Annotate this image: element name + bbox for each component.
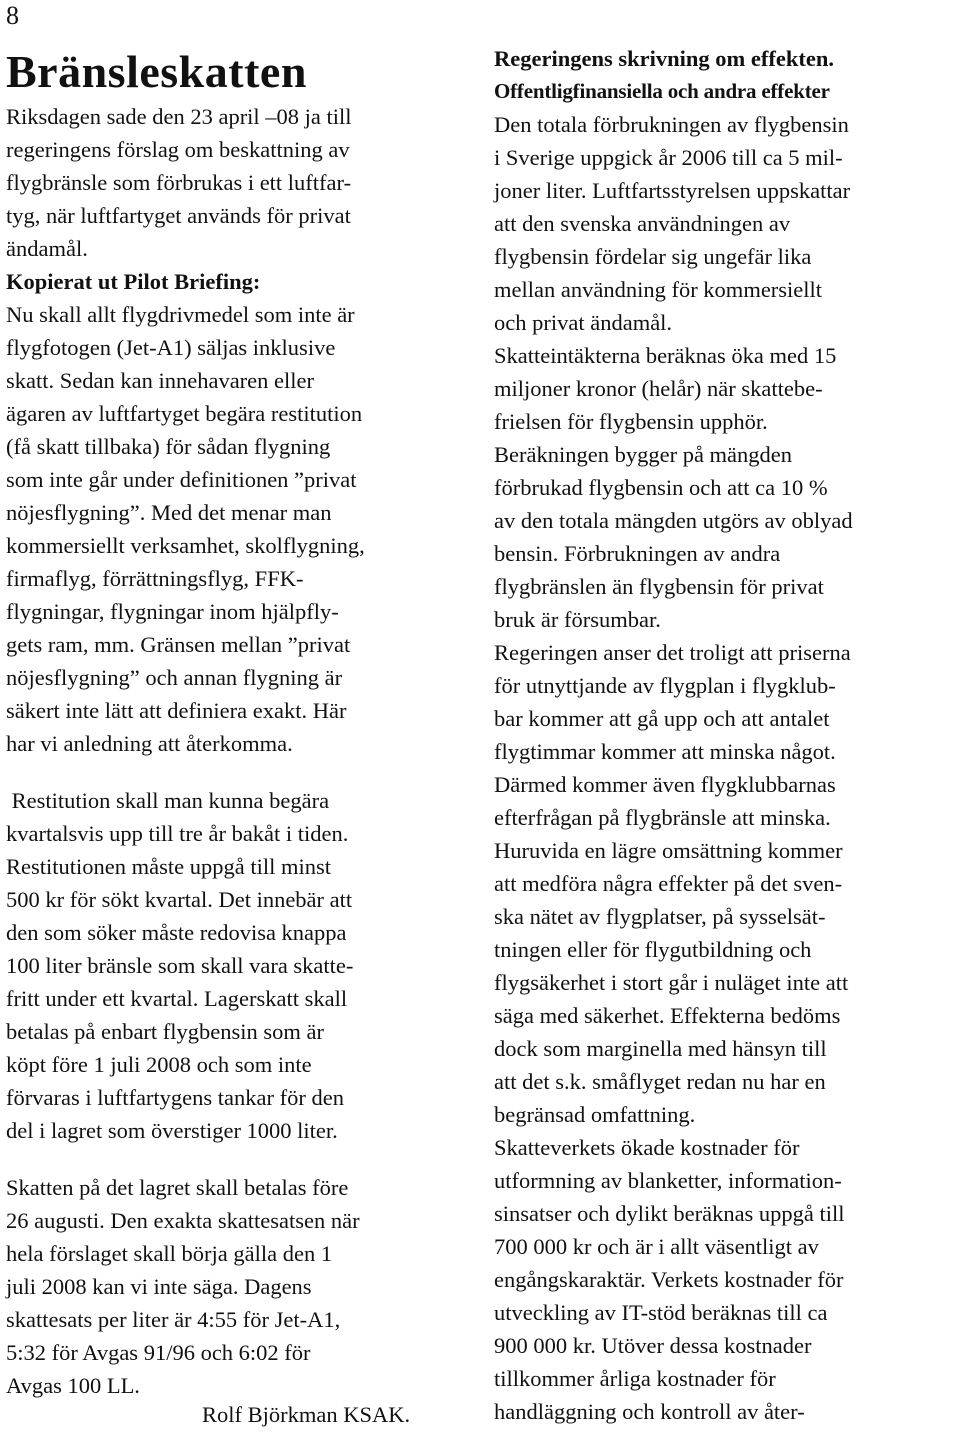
right-subheading: Offentligfinansiella och andra effekter xyxy=(494,79,830,103)
text-line: ska nätet av flygplatser, på sysselsät- xyxy=(494,904,826,929)
article-title: Bränsleskatten xyxy=(6,46,307,97)
text-line: säga med säkerhet. Effekterna bedöms xyxy=(494,1003,841,1028)
text-line: engångskaraktär. Verkets kostnader för xyxy=(494,1267,844,1292)
text-line: kvartalsvis upp till tre år bakåt i tiden. xyxy=(6,821,349,846)
text-line: betalas på enbart flygbensin som är xyxy=(6,1019,325,1044)
paragraph-gap xyxy=(6,1147,468,1171)
text-line: nöjesflygning”. Med det menar man xyxy=(6,500,332,525)
text-line: Därmed kommer även flygklubbarnas xyxy=(494,772,836,797)
text-line: skatt. Sedan kan innehavaren eller xyxy=(6,368,315,393)
text-line: handläggning och kontroll av åter- xyxy=(494,1399,805,1424)
text-line: nöjesflygning” och annan flygning är xyxy=(6,665,343,690)
page-number: 8 xyxy=(6,1,19,30)
text-line: flygfotogen (Jet-A1) säljas inklusive xyxy=(6,335,336,360)
text-line: 700 000 kr och är i allt väsentligt av xyxy=(494,1234,819,1259)
text-line: ändamål. xyxy=(6,236,88,261)
text-line: flygbränslen än flygbensin för privat xyxy=(494,574,824,599)
text-line: flygbensin fördelar sig ungefär lika xyxy=(494,244,812,269)
text-line: 500 kr för sökt kvartal. Det innebär att xyxy=(6,887,353,912)
text-line: förbrukad flygbensin och att ca 10 % xyxy=(494,475,828,500)
text-line: hela förslaget skall börja gälla den 1 xyxy=(6,1241,333,1266)
text-line: att den svenska användningen av xyxy=(494,211,791,236)
text-line: dock som marginella med hänsyn till xyxy=(494,1036,827,1061)
text-line: fritt under ett kvartal. Lagerskatt skall xyxy=(6,986,348,1011)
text-line: att medföra några effekter på det sven- xyxy=(494,871,843,896)
text-line: Den totala förbrukningen av flygbensin xyxy=(494,112,849,137)
paragraph-pilot-briefing xyxy=(6,265,468,760)
text-line: gets ram, mm. Gränsen mellan ”privat xyxy=(6,632,351,657)
section-heading-text: Kopierat ut Pilot Briefing: xyxy=(6,269,261,294)
text-line: flygsäkerhet i stort går i nuläget inte att xyxy=(494,970,849,995)
text-line: Riksdagen sade den 23 april –08 ja till xyxy=(6,104,352,129)
right-column xyxy=(494,42,956,1428)
paragraph-restitution xyxy=(6,784,468,1147)
text-line: som inte går under definitionen ”privat xyxy=(6,467,357,492)
text-line: Avgas 100 LL. xyxy=(6,1373,140,1398)
text-line: 5:32 för Avgas 91/96 och 6:02 för xyxy=(6,1340,311,1365)
text-line: flygbränsle som förbrukas i ett luftfar- xyxy=(6,170,352,195)
text-line: bensin. Förbrukningen av andra xyxy=(494,541,781,566)
section-heading xyxy=(6,265,468,298)
text-line: regeringens förslag om beskattning av xyxy=(6,137,350,162)
text-line: frielsen för flygbensin upphör. xyxy=(494,409,768,434)
text-line: sinsatser och dylikt beräknas uppgå till xyxy=(494,1201,845,1226)
text-line: utformning av blanketter, information- xyxy=(494,1168,842,1193)
text-line: Skatteintäkterna beräknas öka med 15 xyxy=(494,343,837,368)
paragraph-gap xyxy=(6,760,468,784)
text-line: bar kommer att gå upp och att antalet xyxy=(494,706,830,731)
text-line: Regeringen anser det troligt att priserna xyxy=(494,640,851,665)
text-line: bruk är försumbar. xyxy=(494,607,661,632)
text-line: Skatteverkets ökade kostnader för xyxy=(494,1135,800,1160)
text-line: att det s.k. småflyget redan nu har en xyxy=(494,1069,826,1094)
text-line: har vi anledning att återkomma. xyxy=(6,731,293,756)
text-line: 26 augusti. Den exakta skattesatsen när xyxy=(6,1208,360,1233)
text-line: Huruvida en lägre omsättning kommer xyxy=(494,838,843,863)
right-heading: Regeringens skrivning om effekten. xyxy=(494,46,834,71)
text-line: och privat ändamål. xyxy=(494,310,673,335)
text-line: 100 liter bränsle som skall vara skatte- xyxy=(6,953,354,978)
text-line: av den totala mängden utgörs av oblyad xyxy=(494,508,853,533)
text-line: juli 2008 kan vi inte säga. Dagens xyxy=(6,1274,312,1299)
text-line: säkert inte lätt att definiera exakt. Här xyxy=(6,698,347,723)
text-line: tningen eller för flygutbildning och xyxy=(494,937,812,962)
text-line: den som söker måste redovisa knappa xyxy=(6,920,347,945)
text-line: tyg, när luftfartyget används för privat xyxy=(6,203,351,228)
text-line: (få skatt tillbaka) för sådan flygning xyxy=(6,434,331,459)
text-line: för utnyttjande av flygplan i flygklub- xyxy=(494,673,836,698)
text-line: joner liter. Luftfartsstyrelsen uppskattar xyxy=(494,178,851,203)
text-line: Restitution skall man kunna begära xyxy=(6,788,330,813)
text-line: skattesats per liter är 4:55 för Jet-A1, xyxy=(6,1307,341,1332)
paragraph-tax-rates xyxy=(6,1171,468,1402)
text-line: Beräkningen bygger på mängden xyxy=(494,442,793,467)
text-line: 900 000 kr. Utöver dessa kostnader xyxy=(494,1333,812,1358)
text-line: tillkommer årliga kostnader för xyxy=(494,1366,776,1391)
text-line: ägaren av luftfartyget begära restitution xyxy=(6,401,363,426)
author-signature: Rolf Björkman KSAK. xyxy=(202,1402,411,1427)
text-line: efterfrågan på flygbränsle att minska. xyxy=(494,805,831,830)
text-line: kommersiellt verksamhet, skolflygning, xyxy=(6,533,365,558)
text-line: Nu skall allt flygdrivmedel som inte är xyxy=(6,302,355,327)
paragraph-intro xyxy=(6,100,468,265)
text-line: i Sverige uppgick år 2006 till ca 5 mil- xyxy=(494,145,843,170)
text-line: flygningar, flygningar inom hjälpfly- xyxy=(6,599,339,624)
left-column xyxy=(6,100,468,1402)
text-line: flygtimmar kommer att minska något. xyxy=(494,739,836,764)
right-body-text xyxy=(494,108,956,1428)
text-line: begränsad omfattning. xyxy=(494,1102,696,1127)
text-line: mellan användning för kommersiellt xyxy=(494,277,823,302)
text-line: del i lagret som överstiger 1000 liter. xyxy=(6,1118,338,1143)
text-line: Skatten på det lagret skall betalas före xyxy=(6,1175,349,1200)
text-line: Restitutionen måste uppgå till minst xyxy=(6,854,331,879)
text-line: förvaras i luftfartygens tankar för den xyxy=(6,1085,344,1110)
text-line: miljoner kronor (helår) när skattebe- xyxy=(494,376,823,401)
text-line: köpt före 1 juli 2008 och som inte xyxy=(6,1052,312,1077)
text-line: firmaflyg, förrättningsflyg, FFK- xyxy=(6,566,304,591)
text-line: utveckling av IT-stöd beräknas till ca xyxy=(494,1300,828,1325)
